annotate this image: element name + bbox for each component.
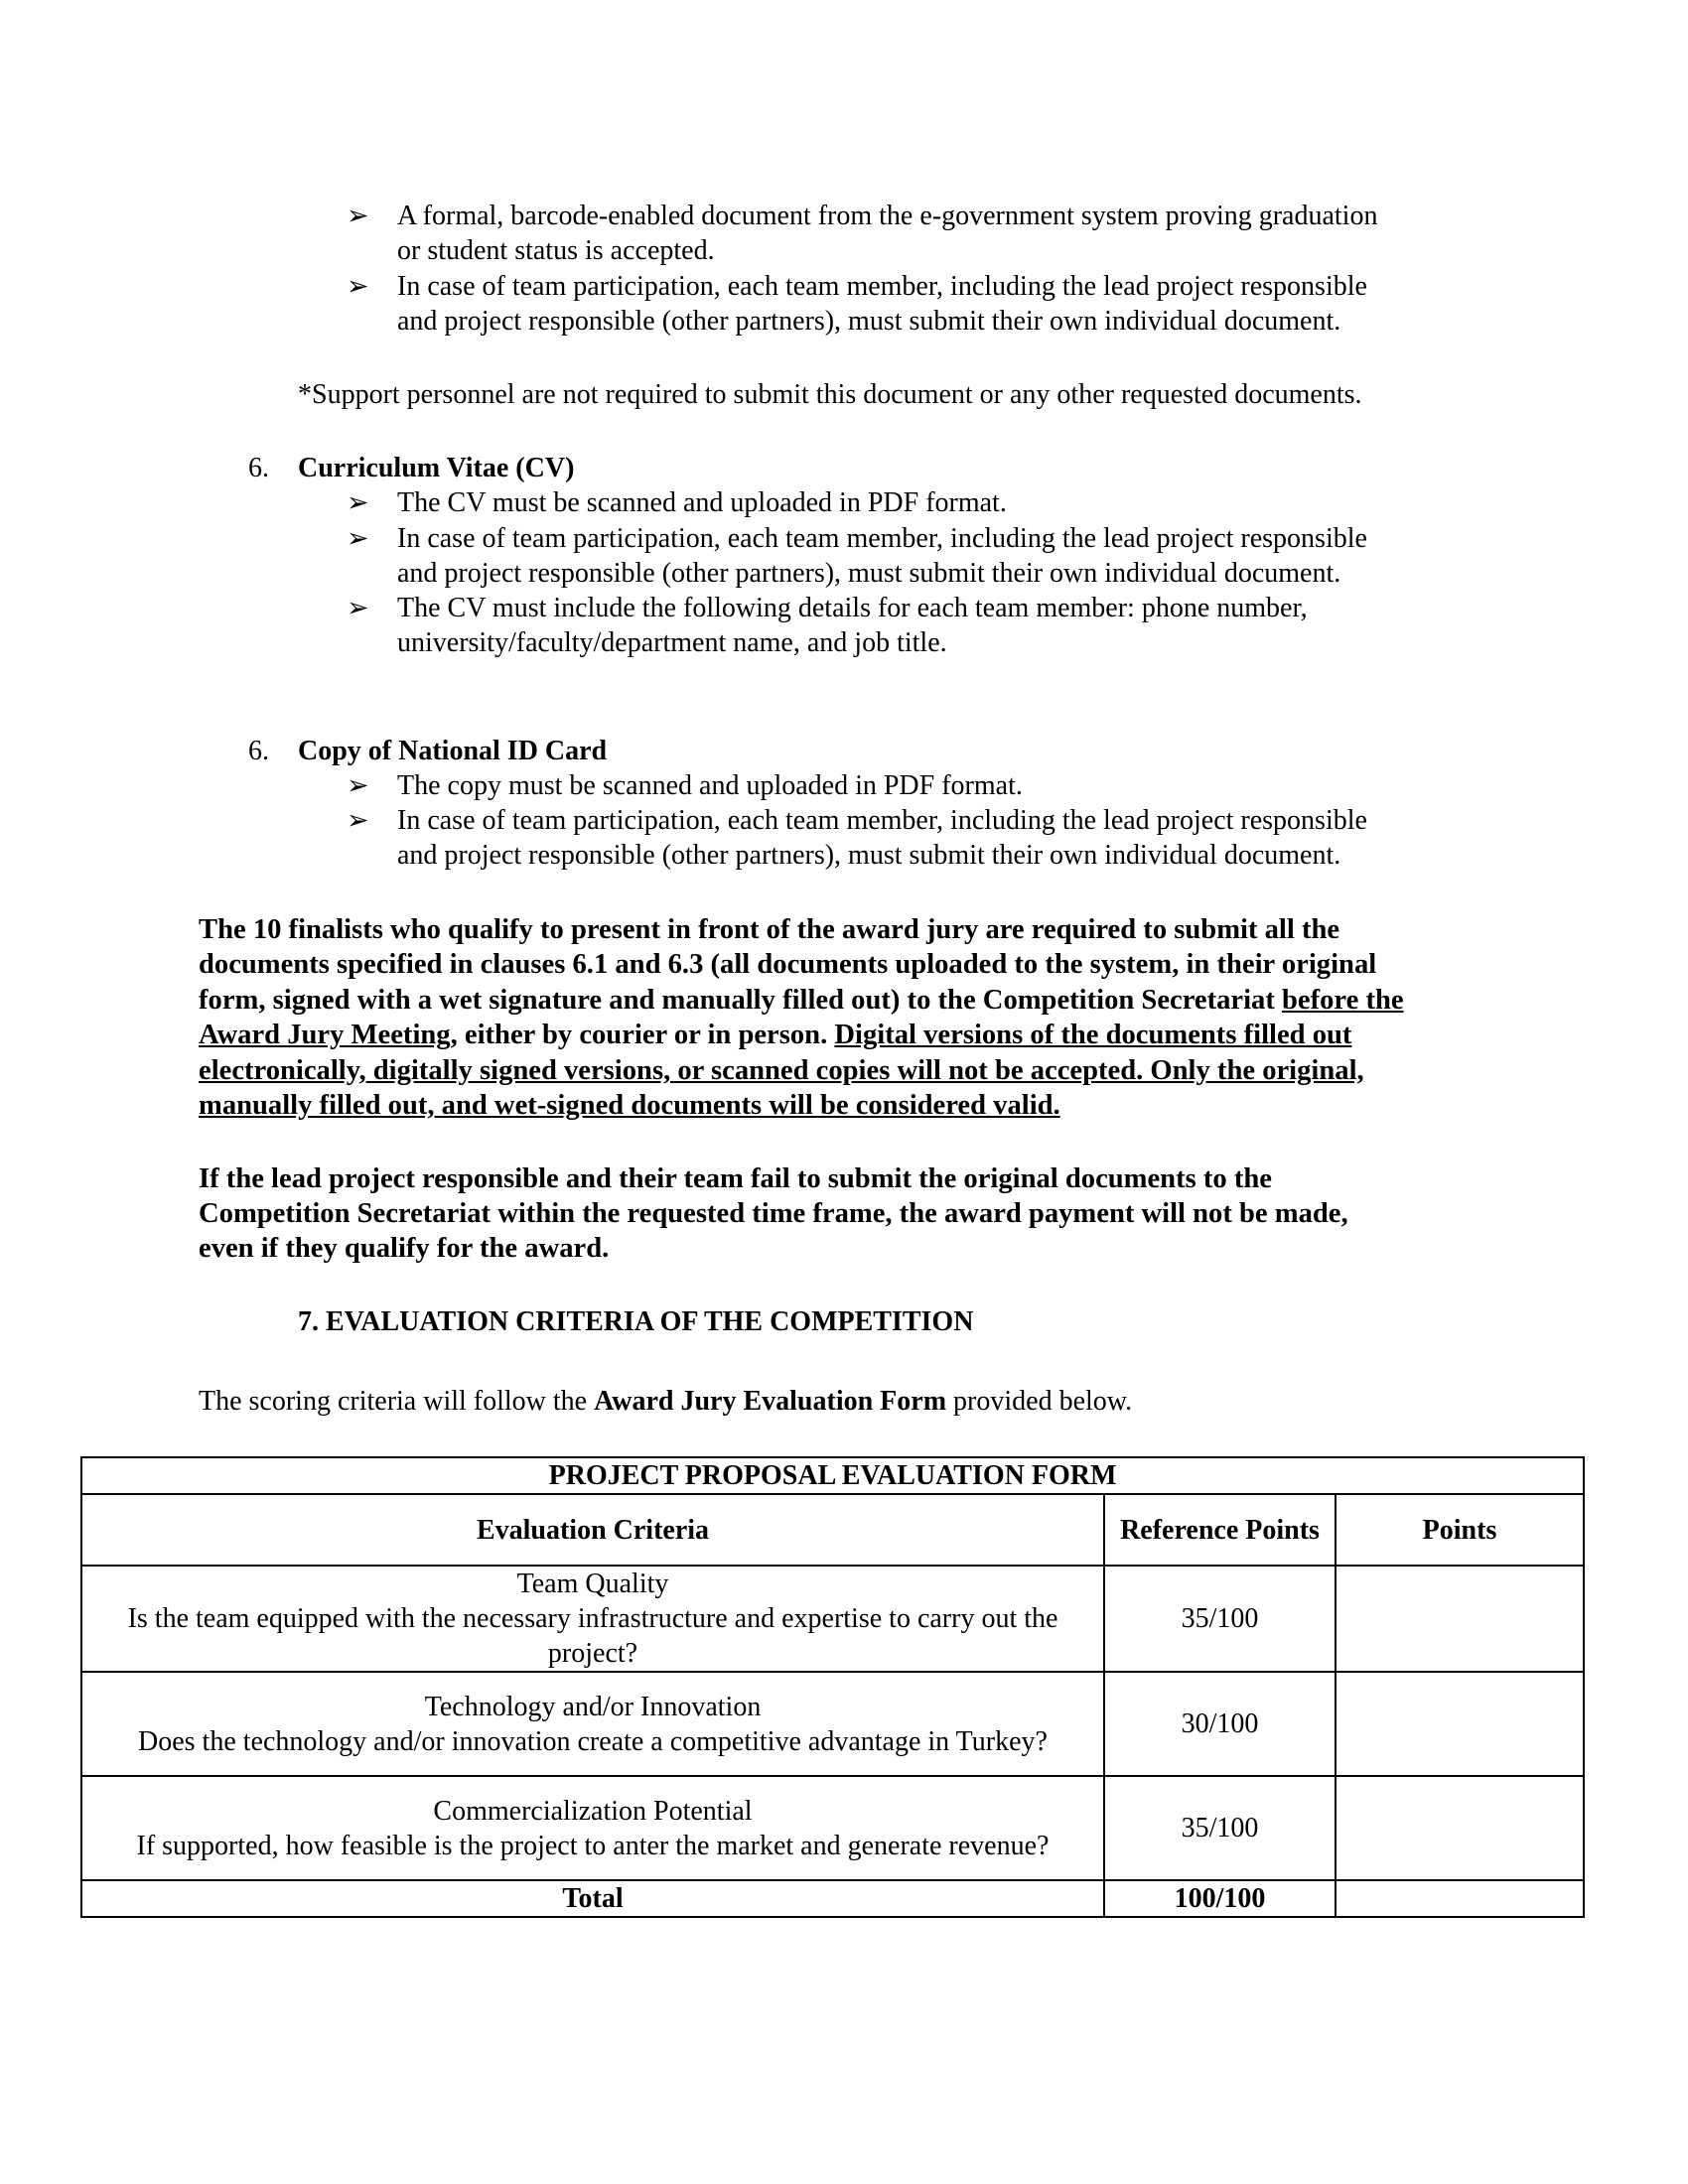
finalists-line (199, 1018, 1351, 1053)
arrow-bullet-icon: ➢ (347, 523, 369, 553)
failure-line: Competition Secretariat within the requested time frame, the award payment will not be made, (199, 1198, 1348, 1229)
table-row (81, 1672, 1584, 1776)
criterion-name: Technology and/or Innovation (424, 1691, 762, 1722)
reference-points-cell: 30/100 (1104, 1672, 1336, 1776)
finalists-line: The 10 finalists who qualify to present in front of the award jury are required to submit all the (199, 914, 1340, 945)
criterion-question: Does the technology and/or innovation create a competitive advantage in Turkey? (138, 1725, 1048, 1757)
criterion-cell (81, 1566, 1104, 1672)
table-title-row (81, 1457, 1584, 1494)
header-reference-points: Reference Points (1104, 1494, 1336, 1566)
support-note: *Support personnel are not required to submit this document or any other requested documents. (298, 379, 1362, 410)
arrow-bullet-icon: ➢ (347, 271, 369, 301)
section-title-cv: Curriculum Vitae (CV) (298, 453, 575, 483)
arrow-bullet-icon: ➢ (347, 805, 369, 835)
criterion-question: If supported, how feasible is the project to anter the market and generate revenue? (136, 1830, 1050, 1861)
criterion-cell (81, 1672, 1104, 1776)
bullet-line: In case of team participation, each team member, including the lead project responsible (397, 523, 1367, 554)
failure-line: If the lead project responsible and their team fail to submit the original documents to the (199, 1163, 1272, 1194)
reference-points-cell: 35/100 (1104, 1566, 1336, 1672)
scoring-text: The scoring criteria will follow the (199, 1386, 595, 1417)
scoring-intro (199, 1384, 1132, 1419)
header-evaluation-criteria: Evaluation Criteria (81, 1494, 1104, 1566)
finalists-underlined: Digital versions of the documents filled out (834, 1020, 1352, 1050)
criterion-name: Commercialization Potential (433, 1795, 753, 1827)
finalists-underlined: Award Jury Meeting (199, 1020, 451, 1050)
bullet-line: and project responsible (other partners), must submit their own individual document. (397, 306, 1341, 337)
arrow-bullet-icon: ➢ (347, 487, 369, 517)
points-cell (1336, 1566, 1584, 1672)
bullet-line: and project responsible (other partners), must submit their own individual document. (397, 558, 1341, 589)
finalists-line: manually filled out, and wet-signed documents will be considered valid. (199, 1090, 1060, 1121)
arrow-bullet-icon: ➢ (347, 593, 369, 622)
bullet-line: The CV must include the following details for each team member: phone number, (397, 593, 1308, 623)
section-number: 6. (248, 453, 269, 483)
bullet-line: The copy must be scanned and uploaded in PDF format. (397, 770, 1023, 801)
section-number: 6. (248, 736, 269, 766)
bullet-line: university/faculty/department name, and job title. (397, 627, 947, 658)
points-cell (1336, 1672, 1584, 1776)
section7-heading: 7. EVALUATION CRITERIA OF THE COMPETITION (298, 1306, 974, 1337)
bullet-line: In case of team participation, each team member, including the lead project responsible (397, 805, 1367, 836)
total-label: Total (81, 1880, 1104, 1917)
finalists-text: , either by courier or in person. (450, 1020, 835, 1050)
finalists-text: form, signed with a wet signature and manually filled out) to the Competition Secretariat (199, 985, 1283, 1016)
table-row (81, 1776, 1584, 1880)
total-points (1336, 1880, 1584, 1917)
finalists-line: electronically, digitally signed versions, or scanned copies will not be accepted. Only the original, (199, 1055, 1364, 1086)
points-cell (1336, 1776, 1584, 1880)
section-title-id-card: Copy of National ID Card (298, 736, 608, 766)
bullet-line: In case of team participation, each team member, including the lead project responsible (397, 271, 1367, 302)
arrow-bullet-icon: ➢ (347, 770, 369, 800)
criterion-cell (81, 1776, 1104, 1880)
bullet-line: or student status is accepted. (397, 235, 715, 266)
bullet-line: The CV must be scanned and uploaded in PDF format. (397, 487, 1007, 518)
finalists-underlined: before the (1282, 985, 1404, 1016)
failure-line: even if they qualify for the award. (199, 1233, 610, 1264)
form-title: PROJECT PROPOSAL EVALUATION FORM (81, 1457, 1584, 1494)
scoring-form-name: Award Jury Evaluation Form (594, 1386, 947, 1417)
bullet-line: A formal, barcode-enabled document from the e-government system proving graduation (397, 201, 1378, 231)
scoring-text: provided below. (946, 1386, 1133, 1417)
reference-points-cell: 35/100 (1104, 1776, 1336, 1880)
table-total-row (81, 1880, 1584, 1917)
bullet-line: and project responsible (other partners), must submit their own individual document. (397, 840, 1341, 871)
arrow-bullet-icon: ➢ (347, 201, 369, 230)
header-points: Points (1336, 1494, 1584, 1566)
criterion-question: Is the team equipped with the necessary infrastructure and expertise to carry out the project? (127, 1603, 1058, 1669)
finalists-line: documents specified in clauses 6.1 and 6.3 (all documents uploaded to the system, in their original (199, 949, 1377, 980)
table-row (81, 1566, 1584, 1672)
criterion-name: Team Quality (516, 1569, 669, 1599)
evaluation-form-table (80, 1456, 1585, 1918)
table-header-row (81, 1494, 1584, 1566)
total-reference-points: 100/100 (1104, 1880, 1336, 1917)
finalists-line (199, 983, 1404, 1019)
